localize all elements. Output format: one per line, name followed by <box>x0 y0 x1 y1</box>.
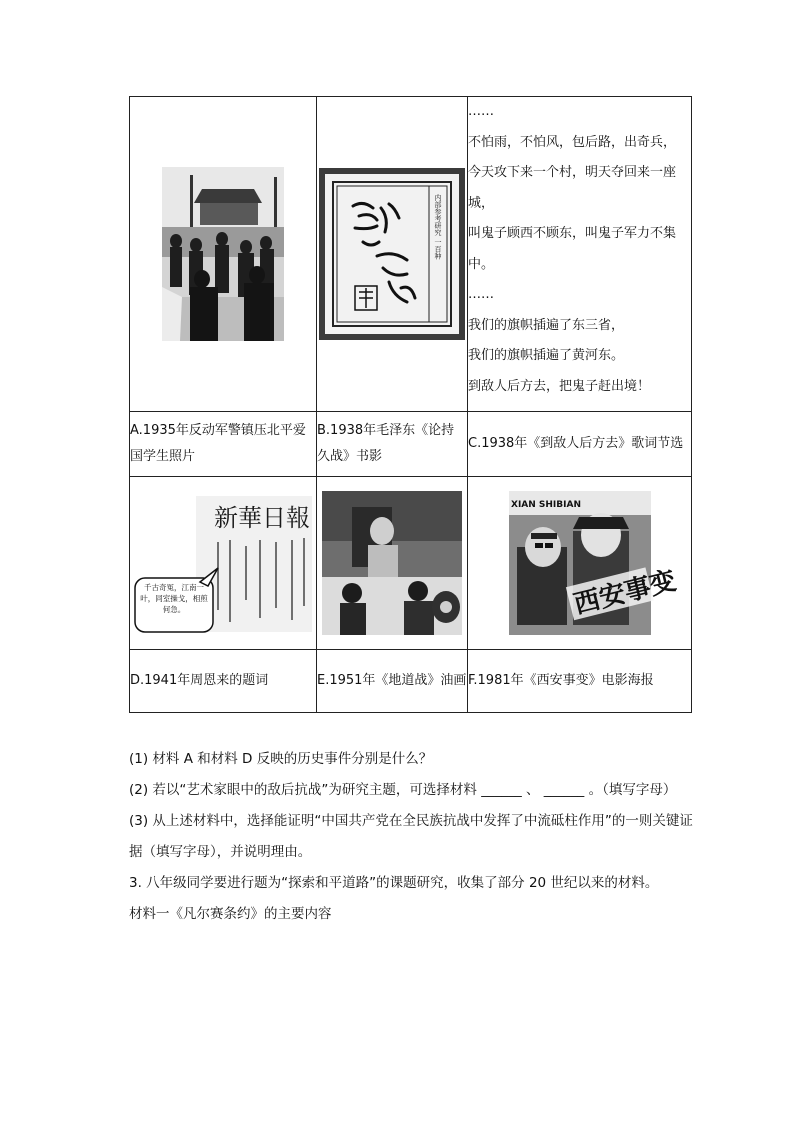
lyrics-line: 今天攻下来一个村，明天夺回来一座城， <box>468 165 677 211</box>
lyrics-line: …… <box>468 287 494 302</box>
material-b-caption: B.1938年毛泽东《论持久战》书影 <box>317 412 468 477</box>
oil-painting-illustration <box>322 491 462 635</box>
oil-painting-image <box>322 491 462 635</box>
material-d-caption: D.1941年周恩来的题词 <box>130 650 317 713</box>
poster-pinyin-text: XIAN SHIBIAN <box>510 500 581 510</box>
movie-poster-image <box>509 491 679 635</box>
material-c-caption: C.1938年《到敌人后方去》歌词节选 <box>468 412 692 477</box>
book-spine-text: 内部参考研究 一百种 <box>434 194 442 260</box>
book-cover-image <box>319 168 465 340</box>
question-1: (1) 材料 A 和材料 D 反映的历史事件分别是什么？ <box>129 751 433 767</box>
lyrics-line: 不怕雨，不怕风，包后路，出奇兵， <box>468 134 677 150</box>
movie-poster-illustration <box>509 491 679 635</box>
material-c-lyrics-cell <box>468 97 692 412</box>
newspaper-inscription-image <box>134 490 312 636</box>
material-f-caption: F.1981年《西安事变》电影海报 <box>468 650 692 713</box>
book-cover-illustration <box>319 168 465 340</box>
lyrics-line: 到敌人后方去，把鬼子赶出境！ <box>468 378 651 394</box>
question-2: (2) 若以“艺术家眼中的敌后抗战”为研究主题，可选择材料 ______ 、 ______ 。（填写字母） <box>129 782 677 798</box>
poster-title-text: 西安事变 <box>570 565 679 621</box>
speech-bubble-inscription: 千古奇冤，江南一叶，同室操戈，相煎何急。 <box>140 583 208 614</box>
materials-table <box>129 96 692 713</box>
lyrics-line: 我们的旗帜插遍了黄河东。 <box>468 348 625 363</box>
lyrics-line: 我们的旗帜插遍了东三省， <box>468 317 625 333</box>
material-one-heading: 材料一《凡尔赛条约》的主要内容 <box>129 906 332 922</box>
material-b-image-cell <box>317 97 468 412</box>
newspaper-illustration <box>134 490 312 636</box>
photo-protest-image <box>162 167 284 341</box>
newspaper-masthead: 新華日報 <box>214 504 310 532</box>
material-a-image-cell <box>130 97 317 412</box>
lyrics-line: …… <box>468 104 494 119</box>
lyrics-line: 叫鬼子顾西不顾东，叫鬼子军力不集中。 <box>468 226 677 272</box>
material-f-image-cell <box>468 477 692 650</box>
question-next-intro: 3. 八年级同学要进行题为“探索和平道路”的课题研究，收集了部分 20 世纪以来的材料。 <box>129 875 659 891</box>
material-d-image-cell <box>130 477 317 650</box>
material-a-caption: A.1935年反动军警镇压北平爱国学生照片 <box>130 412 317 477</box>
protest-photo-illustration <box>162 167 284 341</box>
material-e-image-cell <box>317 477 468 650</box>
question-3: (3) 从上述材料中，选择能证明“中国共产党在全民族抗战中发挥了中流砥柱作用”的一则关键证据（填写字母），并说明理由。 <box>129 813 693 860</box>
material-e-caption: E.1951年《地道战》油画 <box>317 650 468 713</box>
question-section <box>129 744 704 930</box>
